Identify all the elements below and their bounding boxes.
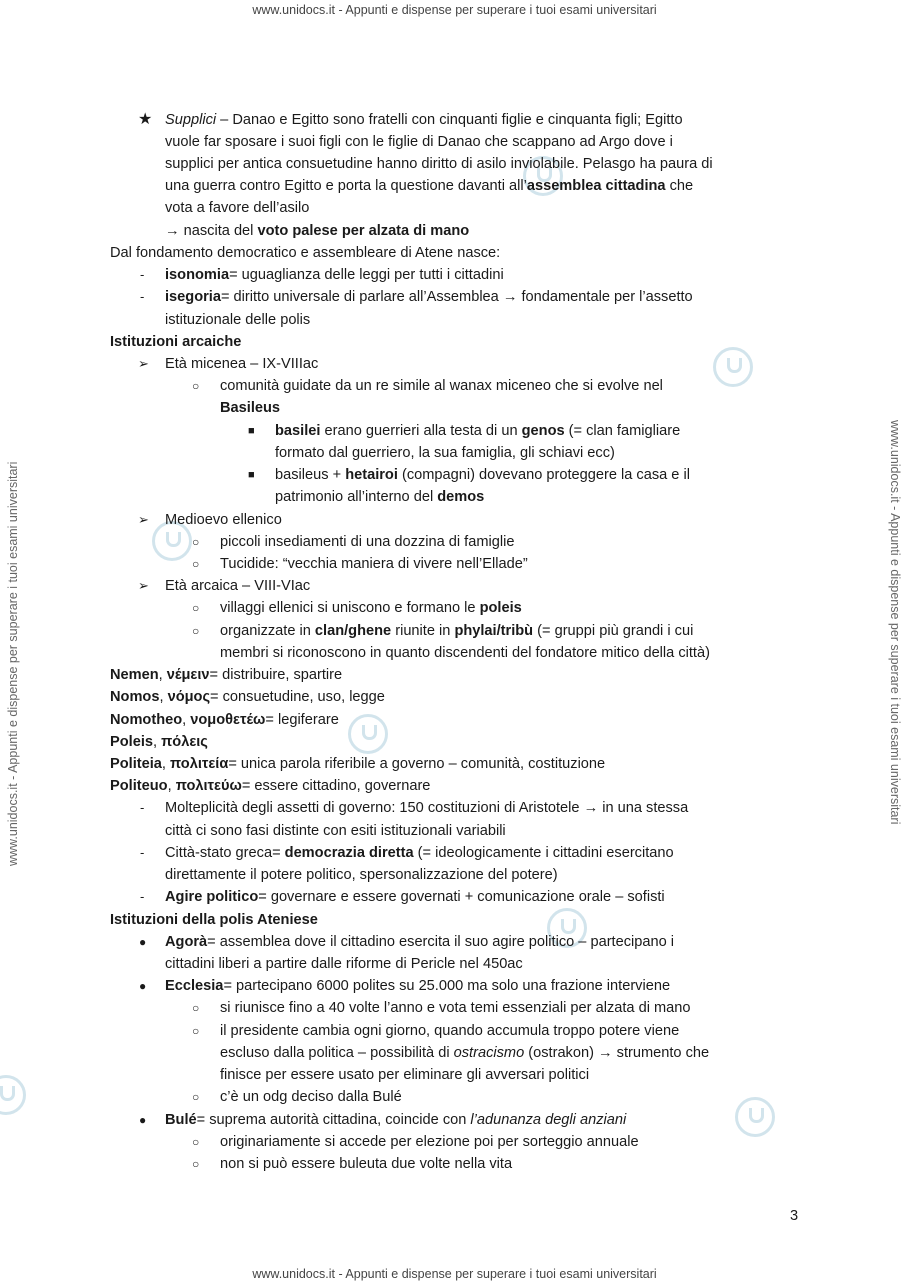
text-segment: = assemblea dove il cittadino esercita il suo agire politico – partecipano i [207,934,675,950]
text-segment: Età arcaica – VIII-VIac [165,578,311,594]
text-line [165,509,282,531]
text-line [220,531,514,553]
bold-term: voto palese per alzata di mano [257,223,470,239]
list-marker-circ: ○ [192,557,200,571]
text-line [165,820,506,842]
text-line [220,642,710,664]
text-segment: una guerra contro Egitto e porta la questione davanti all’ [165,178,527,194]
list-marker-sq: ■ [248,425,255,437]
text-segment: membri si riconoscono in quanto discendenti del fondatore mitico della città) [220,645,710,661]
bold-term: Istituzioni della polis Ateniese [110,912,318,928]
bold-term: πόλεις [161,734,208,750]
text-segment: Tucidide: “vecchia maniera di vivere nell’Ellade” [220,556,528,572]
list-marker-circ: ○ [192,1024,200,1038]
watermark-logo-icon [0,1075,26,1115]
list-marker-circ: ○ [192,535,200,549]
text-segment: – Danao e Egitto sono fratelli con cinquanti figlie e cinquanta figli; Egitto [216,112,683,128]
text-segment: = partecipano 6000 polites su 25.000 ma solo una frazione interviene [223,978,671,994]
list-marker-dash: - [140,889,145,904]
text-line [165,309,310,331]
text-line [220,1042,709,1064]
text-line [165,975,670,997]
italic-term: Supplici [165,112,217,128]
italic-term: ostracismo [453,1045,525,1061]
text-segment: (= ideologicamente i cittadini esercitano [413,845,674,861]
italic-term: l’adunanza degli anziani [470,1112,627,1128]
list-marker-circ: ○ [192,1157,200,1171]
text-segment: il presidente cambia ogni giorno, quando accumula troppo potere viene [220,1023,680,1039]
bold-term: Ecclesia [165,978,224,994]
list-marker-circ: ○ [192,1001,200,1015]
text-segment: = uguaglianza delle leggi per tutti i cittadini [229,267,504,283]
text-line [275,486,484,508]
text-segment: Dal fondamento democratico e assembleare di Atene nasce: [110,245,501,261]
text-segment: erano guerrieri alla testa di un [320,423,522,439]
text-line [220,597,522,619]
list-marker-dot: ● [139,935,147,949]
text-line [165,886,665,908]
text-segment: , [182,712,191,728]
text-line [165,353,318,375]
bold-term: Istituzioni arcaiche [110,334,242,350]
text-line [110,664,342,686]
text-segment: → nascita del [165,223,258,239]
bold-term: isegoria [165,289,221,305]
bold-term: democrazia diretta [284,845,414,861]
list-marker-sq: ■ [248,469,255,481]
list-marker-star: ★ [138,111,153,128]
bold-term: Basileus [220,400,281,416]
text-segment: Molteplicità degli assetti di governo: 150 costituzioni di Aristotele → in una stessa [165,800,689,816]
list-marker-dash: - [140,289,145,304]
text-line [165,197,309,219]
text-segment: , [167,778,176,794]
bold-term: Bulé [165,1112,197,1128]
bold-term: Agire politico [165,889,259,905]
list-marker-dot: ● [139,1113,147,1127]
text-segment: supplici per antica consuetudine hanno diritto di asilo inviolabile. Pelasgo ha paura di [165,156,713,172]
bold-term: Politeuo [110,778,168,794]
bold-term: Nemen [110,667,159,683]
text-line [220,1064,589,1086]
watermark-side-right: www.unidocs.it - Appunti e dispense per superare i tuoi esami universitari [888,420,902,825]
text-segment: città ci sono fasi distinte con esiti istituzionali variabili [165,823,506,839]
text-segment: escluso dalla politica – possibilità di [220,1045,454,1061]
bold-term: basilei [275,423,321,439]
bold-term: πολιτεύω [175,778,242,794]
text-line [165,931,674,953]
list-marker-circ: ○ [192,1090,200,1104]
text-segment: = consuetudine, uso, legge [210,689,385,705]
text-line [165,175,693,197]
text-segment: (= gruppi più grandi i cui [533,623,694,639]
text-line [110,331,241,353]
text-segment: riunite in [391,623,455,639]
bold-term: νομοθετέω [190,712,266,728]
text-line [165,797,688,819]
text-line [220,397,280,419]
text-segment: = diritto universale di parlare all’Assemblea → fondamentale per l’assetto [220,289,693,305]
text-line [220,1086,402,1108]
text-segment: istituzionale delle polis [165,312,311,328]
bold-term: genos [521,423,565,439]
bold-term: clan/ghene [314,623,392,639]
bold-term: poleis [479,600,522,616]
list-marker-dot: ● [139,979,147,993]
list-marker-circ: ○ [192,624,200,638]
text-segment: , [153,734,162,750]
page-number: 3 [790,1208,799,1224]
text-segment: comunità guidate da un re simile al wanax miceneo che si evolve nel [220,378,663,394]
bold-term: phylai/tribù [454,623,534,639]
list-marker-arrow: ➢ [138,512,149,527]
list-marker-arrow: ➢ [138,356,149,371]
watermark-banner-top: www.unidocs.it - Appunti e dispense per superare i tuoi esami universitari [252,3,657,17]
text-segment: Medioevo ellenico [165,512,282,528]
text-line [220,1153,512,1175]
text-segment: piccoli insediamenti di una dozzina di famiglie [220,534,515,550]
text-line [220,1131,639,1153]
text-segment: = distribuire, spartire [209,667,343,683]
text-line [110,753,605,775]
text-segment: direttamente il potere politico, spersonalizzazione del potere) [165,867,558,883]
bold-term: Poleis [110,734,153,750]
text-segment: , [158,667,167,683]
text-line [220,553,528,575]
text-segment: organizzate in [220,623,315,639]
text-segment: patrimonio all’interno del [275,489,438,505]
bold-term: Politeia [110,756,162,772]
watermark-banner-bottom: www.unidocs.it - Appunti e dispense per superare i tuoi esami universitari [252,1267,657,1281]
text-line [110,686,385,708]
watermark-side-left: www.unidocs.it - Appunti e dispense per superare i tuoi esami universitari [6,461,20,866]
text-segment: = legiferare [265,712,339,728]
text-line [165,1109,626,1131]
text-line [220,1020,679,1042]
text-segment: basileus + [275,467,346,483]
bold-term: νέμειν [166,667,210,683]
text-segment: = suprema autorità cittadina, coincide con [196,1112,471,1128]
text-segment: (ostrakon) → strumento che [524,1045,710,1061]
text-line [220,375,663,397]
text-line [165,153,713,175]
text-line [110,242,500,264]
bold-term: Nomotheo [110,712,183,728]
list-marker-arrow: ➢ [138,578,149,593]
text-segment: (= clan famigliare [564,423,681,439]
list-marker-circ: ○ [192,601,200,615]
text-line [165,264,504,286]
bold-term: assemblea cittadina [526,178,666,194]
text-line [220,997,691,1019]
text-segment: (compagni) dovevano proteggere la casa e il [397,467,690,483]
text-line [110,909,318,931]
bold-term: Nomos [110,689,160,705]
watermark-logo-icon [348,714,388,754]
text-segment: = unica parola riferibile a governo – comunità, costituzione [228,756,606,772]
text-segment: formato dal guerriero, la sua famiglia, gli schiavi ecc) [275,445,615,461]
bold-term: πολιτεία [170,756,229,772]
text-segment: = governare e essere governati + comunicazione orale – sofisti [258,889,665,905]
text-line [165,131,673,153]
text-segment: che [665,178,694,194]
text-line [110,731,208,753]
text-line [165,864,558,886]
watermark-logo-icon [735,1097,775,1137]
text-line [275,442,615,464]
text-line [165,842,674,864]
text-segment: , [161,756,171,772]
bold-term: demos [437,489,485,505]
text-segment: vuole far sposare i suoi figli con le figlie di Danao che scappano ad Argo dove i [165,134,673,150]
text-segment: = essere cittadino, governare [241,778,431,794]
list-marker-circ: ○ [192,1135,200,1149]
text-line [275,464,690,486]
text-segment: si riunisce fino a 40 volte l’anno e vota temi essenziali per alzata di mano [220,1000,691,1016]
text-line [165,286,693,308]
text-segment: c’è un odg deciso dalla Bulé [220,1089,402,1105]
list-marker-dash: - [140,800,145,815]
bold-term: νόμος [167,689,211,705]
text-segment: Età micenea – IX-VIIIac [165,356,319,372]
text-line [165,575,310,597]
bold-term: Agorà [165,934,208,950]
text-line [165,220,469,242]
text-segment: vota a favore dell’asilo [165,200,310,216]
watermark-logo-icon [713,347,753,387]
text-segment: Città-stato greca= [165,845,285,861]
text-line [110,775,430,797]
list-marker-circ: ○ [192,379,200,393]
text-segment: , [159,689,168,705]
text-line [110,709,339,731]
text-line [165,109,683,131]
text-line [165,953,523,975]
list-marker-dash: - [140,845,145,860]
list-marker-dash: - [140,267,145,282]
bold-term: hetairoi [345,467,398,483]
text-line [275,420,680,442]
bold-term: isonomia [165,267,230,283]
text-segment: non si può essere buleuta due volte nella vita [220,1156,513,1172]
text-segment: finisce per essere usato per eliminare gli avversari politici [220,1067,590,1083]
text-line [220,620,693,642]
text-segment: originariamente si accede per elezione poi per sorteggio annuale [220,1134,639,1150]
text-segment: villaggi ellenici si uniscono e formano le [220,600,480,616]
text-segment: cittadini liberi a partire dalle riforme di Pericle nel 450ac [165,956,523,972]
